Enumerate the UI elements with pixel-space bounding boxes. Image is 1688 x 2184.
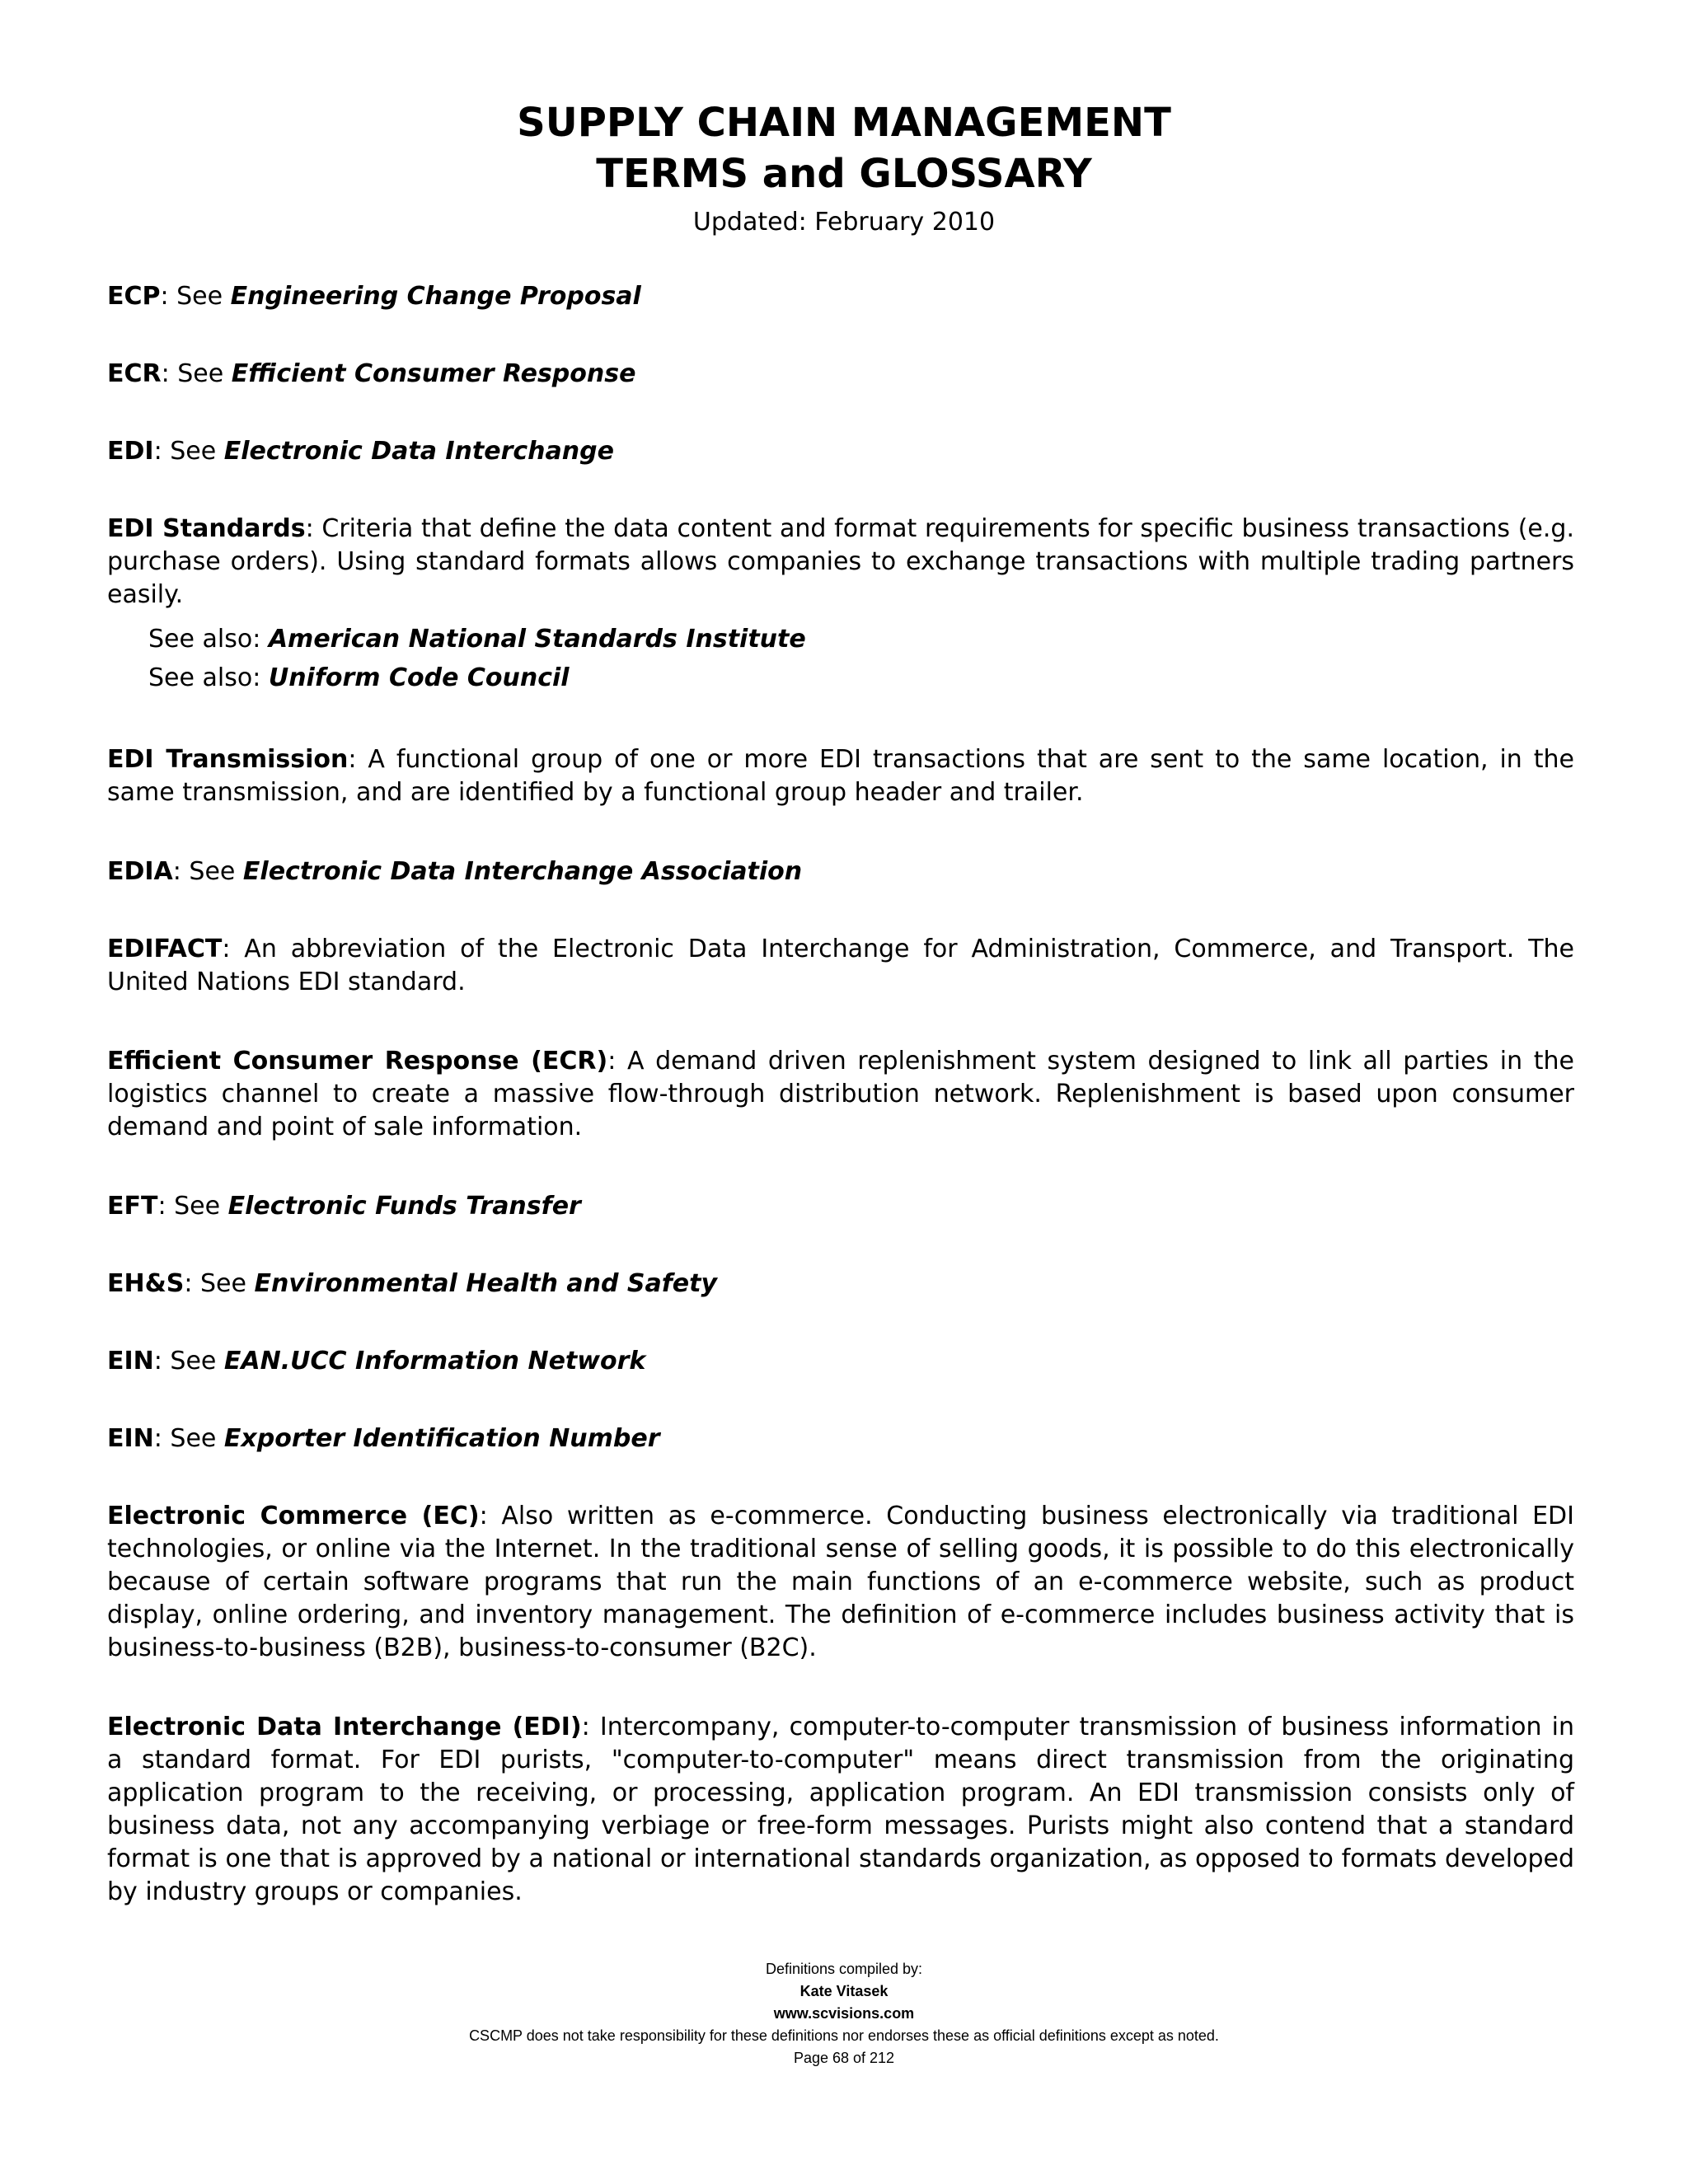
footer-website: www.scvisions.com bbox=[773, 2005, 915, 2022]
title-line-2: TERMS and GLOSSARY bbox=[596, 151, 1092, 197]
see-also-item bbox=[148, 620, 1574, 658]
glossary-entry-efficient-consumer-response bbox=[107, 1045, 1574, 1144]
see-reference: Environmental Health and Safety bbox=[254, 1269, 718, 1298]
glossary-term: ECP bbox=[107, 282, 161, 311]
see-text: : See bbox=[153, 437, 224, 466]
see-also-prefix: See also: bbox=[148, 663, 269, 692]
glossary-entry-edia bbox=[107, 855, 1574, 888]
see-text: : See bbox=[172, 857, 243, 886]
glossary-term: Electronic Data Interchange (EDI) bbox=[107, 1713, 582, 1741]
glossary-definition: : Criteria that define the data content and format requirements for specific business transactions (e.g. purchase orders). Using standard formats allows companies to exchange transactions with multiple trading partners easily. bbox=[107, 514, 1574, 609]
see-text: : See bbox=[184, 1269, 255, 1298]
see-also-list bbox=[107, 620, 1574, 697]
glossary-definition: : A functional group of one or more EDI transactions that are sent to the same location, in the same transmission, and are identified by a functional group header and trailer. bbox=[107, 745, 1574, 807]
glossary-definition: : An abbreviation of the Electronic Data Interchange for Administration, Commerce, and Transport. The United Nations EDI standard. bbox=[107, 935, 1574, 996]
glossary-entry-edi bbox=[107, 435, 1574, 468]
glossary-term: EIN bbox=[107, 1424, 154, 1453]
see-also-reference: Uniform Code Council bbox=[268, 663, 570, 692]
see-reference: Electronic Funds Transfer bbox=[227, 1192, 581, 1221]
glossary-term: EDI bbox=[107, 437, 154, 466]
glossary-term: EDIA bbox=[107, 857, 173, 886]
see-text: : See bbox=[160, 282, 231, 311]
see-also-item bbox=[148, 658, 1574, 697]
see-text: : See bbox=[153, 1424, 224, 1453]
glossary-definition: : Also written as e-commerce. Conducting business electronically via traditional EDI technologies, or online via the Internet. In the traditional sense of selling goods, it is possible to do this electronically because of certain software programs that run the main functions of an e-commerce website, such as product display, online ordering, and inventory management. The definition of e-commerce includes business activity that is business-to-business (B2B), business-to-consumer (B2C). bbox=[107, 1502, 1574, 1662]
glossary-term: Electronic Commerce (EC) bbox=[107, 1502, 480, 1530]
see-reference: Engineering Change Proposal bbox=[230, 282, 641, 311]
footer-author: Kate Vitasek bbox=[799, 1983, 889, 1999]
glossary-term: ECR bbox=[107, 359, 162, 388]
see-reference: EAN.UCC Information Network bbox=[223, 1347, 646, 1376]
glossary-entry-eft bbox=[107, 1190, 1574, 1223]
glossary-term: EDIFACT bbox=[107, 935, 223, 963]
glossary-entry-ein-1 bbox=[107, 1345, 1574, 1378]
glossary-entry-ehs bbox=[107, 1268, 1574, 1301]
document-header bbox=[0, 97, 1688, 239]
glossary-entry-ecp bbox=[107, 280, 1574, 313]
see-text: : See bbox=[161, 359, 232, 388]
see-reference: Electronic Data Interchange bbox=[223, 437, 614, 466]
glossary-entry-electronic-data-interchange bbox=[107, 1711, 1574, 1909]
glossary-entry-ecr bbox=[107, 358, 1574, 391]
see-text: : See bbox=[153, 1347, 224, 1376]
see-reference: Exporter Identification Number bbox=[223, 1424, 660, 1453]
footer-page-number: Page 68 of 212 bbox=[793, 2050, 895, 2066]
glossary-term: EH&S bbox=[107, 1269, 185, 1298]
glossary-term: EIN bbox=[107, 1347, 154, 1376]
glossary-entry-edi-standards bbox=[107, 513, 1574, 697]
see-reference: Electronic Data Interchange Association bbox=[242, 857, 803, 886]
glossary-content bbox=[107, 280, 1574, 1955]
glossary-definition: : Intercompany, computer-to-computer transmission of business information in a standard format. For EDI purists, "computer-to-computer" means direct transmission from the originating application program to the receiving, or processing, application program. An EDI transmission consists only of business data, not any accompanying verbiage or free-form messages. Purists might also contend that a standard format is one that is approved by a national or international standards organization, as opposed to formats developed by industry groups or companies. bbox=[107, 1713, 1575, 1906]
updated-date: Updated: February 2010 bbox=[692, 208, 996, 237]
title-line-1: SUPPLY CHAIN MANAGEMENT bbox=[517, 100, 1171, 146]
page-footer bbox=[0, 1958, 1688, 2069]
glossary-term: EDI Standards bbox=[107, 514, 306, 543]
see-also-prefix: See also: bbox=[148, 625, 269, 654]
footer-disclaimer: CSCMP does not take responsibility for these definitions nor endorses these as official definitions except as noted. bbox=[469, 2027, 1219, 2044]
glossary-term: EDI Transmission bbox=[107, 745, 349, 774]
glossary-entry-edi-transmission bbox=[107, 743, 1574, 809]
glossary-definition: : A demand driven replenishment system designed to link all parties in the logistics channel to create a massive flow-through distribution network. Replenishment is based upon consumer demand and point of sale information. bbox=[107, 1047, 1574, 1141]
see-reference: Efficient Consumer Response bbox=[231, 359, 636, 388]
glossary-entry-edifact bbox=[107, 933, 1574, 999]
glossary-term: EFT bbox=[107, 1192, 158, 1221]
see-also-reference: American National Standards Institute bbox=[268, 625, 806, 654]
glossary-entry-ein-2 bbox=[107, 1422, 1574, 1455]
see-text: : See bbox=[157, 1192, 228, 1221]
footer-compiled-by: Definitions compiled by: bbox=[765, 1961, 923, 1977]
glossary-entry-electronic-commerce bbox=[107, 1500, 1574, 1665]
glossary-term: Efficient Consumer Response (ECR) bbox=[107, 1047, 608, 1076]
